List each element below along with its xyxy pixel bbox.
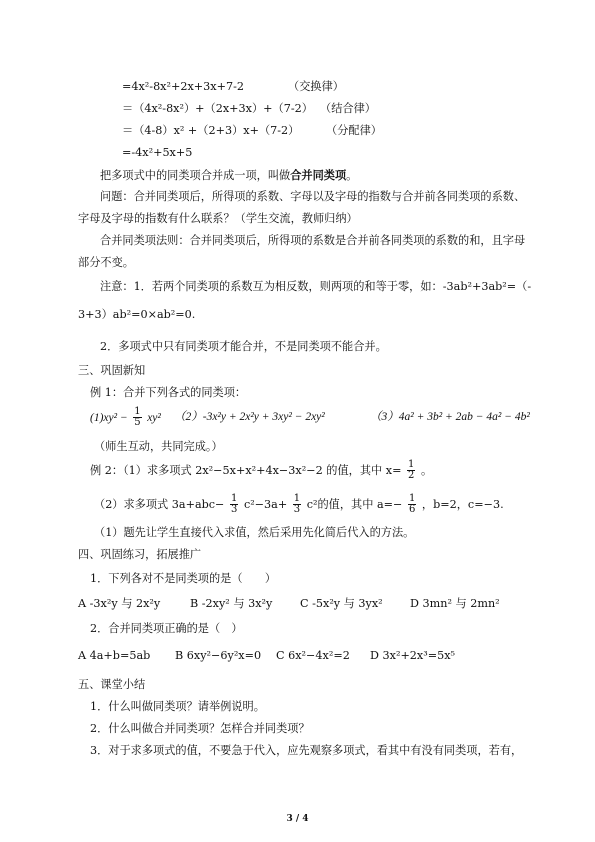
summary-item-2 xyxy=(90,722,310,736)
rule-line-2 xyxy=(78,256,134,270)
method-note xyxy=(94,526,414,540)
fraction-numerator: 1 xyxy=(231,493,238,504)
example-1-title xyxy=(90,386,246,400)
section-3-heading xyxy=(78,364,145,378)
fraction-numerator: 1 xyxy=(293,493,301,504)
rule-text: 合并同类项法则：合并同类项后，所得项的系数是合并前各同类项的系数的和，且字母 xyxy=(100,234,526,247)
example-2-part-1 xyxy=(90,460,432,481)
option-text: C -5x²y 与 3yx² xyxy=(300,597,383,610)
question-line-2 xyxy=(78,212,358,226)
fraction-1-6 xyxy=(408,494,416,515)
example-2-part-2 xyxy=(94,494,504,515)
exercise-2-option-d xyxy=(370,649,455,663)
option-text: B -2xy² 与 3x²y xyxy=(190,597,273,610)
question-text: 问题：合并同类项后，所得项的系数、字母以及字母的指数与合并前各同类项的系数、 xyxy=(100,190,526,203)
page-number: 3 / 4 xyxy=(286,814,309,824)
summary-item-3 xyxy=(90,744,522,758)
option-text: B 6xy²−6y²x=0 xyxy=(175,649,262,662)
section-heading: 五、课堂小结 xyxy=(78,678,146,691)
law-label: （交换律） xyxy=(288,80,344,93)
fraction-denominator: 2 xyxy=(408,470,415,481)
example-text: ，b=2，c=−3. xyxy=(421,497,504,511)
definition-term: 合并同类项 xyxy=(290,168,347,182)
expr-1-tail: xy² xyxy=(147,411,161,424)
exercise-2-option-b xyxy=(175,649,261,663)
question-line-1 xyxy=(100,190,525,204)
exercise-2-option-c xyxy=(276,649,350,663)
example-text: 例 2：（1）求多项式 2x²−5x+x²+4x−3x²−2 的值，其中 x= xyxy=(90,463,402,477)
note-text: （师生互动，共同完成。） xyxy=(94,440,223,453)
section-5-heading xyxy=(78,678,145,692)
rule-text: 部分不变。 xyxy=(78,256,134,269)
fraction-1-3 xyxy=(230,494,238,515)
summary-text: 3．对于求多项式的值，不要急于代入，应先观察多项式，看其中有没有同类项，若有， xyxy=(90,744,523,757)
option-text: C 6x²−4x²=2 xyxy=(276,649,350,662)
note-text: 注意：1．若两个同类项的系数互为相反数，则两项的和等于零，如：-3ab²+3ab²=（- xyxy=(100,280,532,293)
equation-text: ＝（4-8）x² +（2+3）x+（7-2） xyxy=(122,124,300,137)
exercise-2-question xyxy=(90,622,243,636)
fraction-denominator: 6 xyxy=(408,504,416,515)
option-text: D 3mn² 与 2mn² xyxy=(410,597,500,610)
equation-line-1 xyxy=(122,80,244,94)
expr-2-text: （2）-3x²y + 2x²y + 3xy² − 2xy² xyxy=(174,411,325,423)
example-1-expr-2 xyxy=(174,410,325,424)
expr-1-text: (1)xy² − xyxy=(90,411,128,424)
fraction-numerator: 1 xyxy=(134,406,141,417)
law-commutative xyxy=(288,80,344,94)
equation-line-2 xyxy=(122,102,313,116)
law-associative xyxy=(320,102,376,116)
question-text: 1．下列各对不是同类项的是（ ） xyxy=(90,572,277,585)
summary-text: 2．什么叫做合并同类项？怎样合并同类项？ xyxy=(90,722,310,735)
note-text: 2．多项式中只有同类项才能合并，不是同类项不能合并。 xyxy=(100,340,387,353)
fraction-1-3 xyxy=(293,494,301,515)
note-text: 3+3）ab²=0×ab²=0. xyxy=(78,308,196,321)
equation-line-3 xyxy=(122,124,299,138)
section-heading: 三、巩固新知 xyxy=(78,364,146,377)
example-text: c²−3a+ xyxy=(243,497,288,511)
summary-item-1 xyxy=(90,700,265,714)
example-text: 例 1：合并下列各式的同类项： xyxy=(90,386,247,399)
fraction-denominator: 3 xyxy=(293,504,301,515)
question-text: 2．合并同类项正确的是（ ） xyxy=(90,622,243,635)
interaction-note xyxy=(94,440,223,454)
law-label: （分配律） xyxy=(326,124,382,137)
exercise-2-option-a xyxy=(78,649,150,663)
rule-line-1 xyxy=(100,234,525,248)
option-text: A 4a+b=5ab xyxy=(78,649,151,662)
fraction-numerator: 1 xyxy=(408,459,415,470)
summary-text: 1．什么叫做同类项？请举例说明。 xyxy=(90,700,265,713)
fraction-1-2 xyxy=(407,460,415,481)
equation-text: =-4x²+5x+5 xyxy=(122,146,193,159)
exercise-1-question xyxy=(90,572,276,586)
section-4-heading xyxy=(78,548,201,562)
option-text: A -3x²y 与 2x²y xyxy=(78,597,161,610)
note-2 xyxy=(100,340,387,354)
exercise-1-option-d xyxy=(410,597,500,611)
note-line-1 xyxy=(100,280,531,294)
equation-text: ＝（4x²-8x²）+（2x+3x）+（7-2） xyxy=(122,102,313,115)
exercise-1-option-a xyxy=(78,597,160,611)
punctuation: 。 xyxy=(420,463,433,477)
definition-paragraph xyxy=(100,168,357,183)
law-distributive xyxy=(326,124,382,138)
fraction-numerator: 1 xyxy=(408,493,416,504)
note-text: （1）题先让学生直接代入求值，然后采用先化简后代入的方法。 xyxy=(94,526,415,539)
example-1-exprs xyxy=(90,407,161,428)
exercise-1-option-c xyxy=(300,597,383,611)
expr-3-text: （3）4a² + 3b² + 2ab − 4a² − 4b² xyxy=(370,411,530,423)
definition-text: 把多项式中的同类项合并成一项，叫做 xyxy=(100,169,291,182)
equation-text: =4x²-8x²+2x+3x+7-2 xyxy=(122,80,244,93)
example-text: c²的值，其中 a=− xyxy=(306,497,403,511)
example-1-expr-3 xyxy=(370,410,530,424)
question-text: 字母及字母的指数有什么联系？（学生交流，教师归纳） xyxy=(78,212,358,225)
example-text: （2）求多项式 3a+abc− xyxy=(94,497,225,511)
punctuation: 。 xyxy=(346,169,358,182)
exercise-1-option-b xyxy=(190,597,272,611)
option-text: D 3x²+2x³=5x⁵ xyxy=(370,649,456,662)
note-line-2 xyxy=(78,308,195,322)
law-label: （结合律） xyxy=(320,102,376,115)
fraction-1-5 xyxy=(133,407,141,428)
fraction-denominator: 3 xyxy=(231,504,238,515)
equation-line-4 xyxy=(122,146,192,160)
section-heading: 四、巩固练习，拓展推广 xyxy=(78,548,202,561)
fraction-denominator: 5 xyxy=(134,417,141,428)
